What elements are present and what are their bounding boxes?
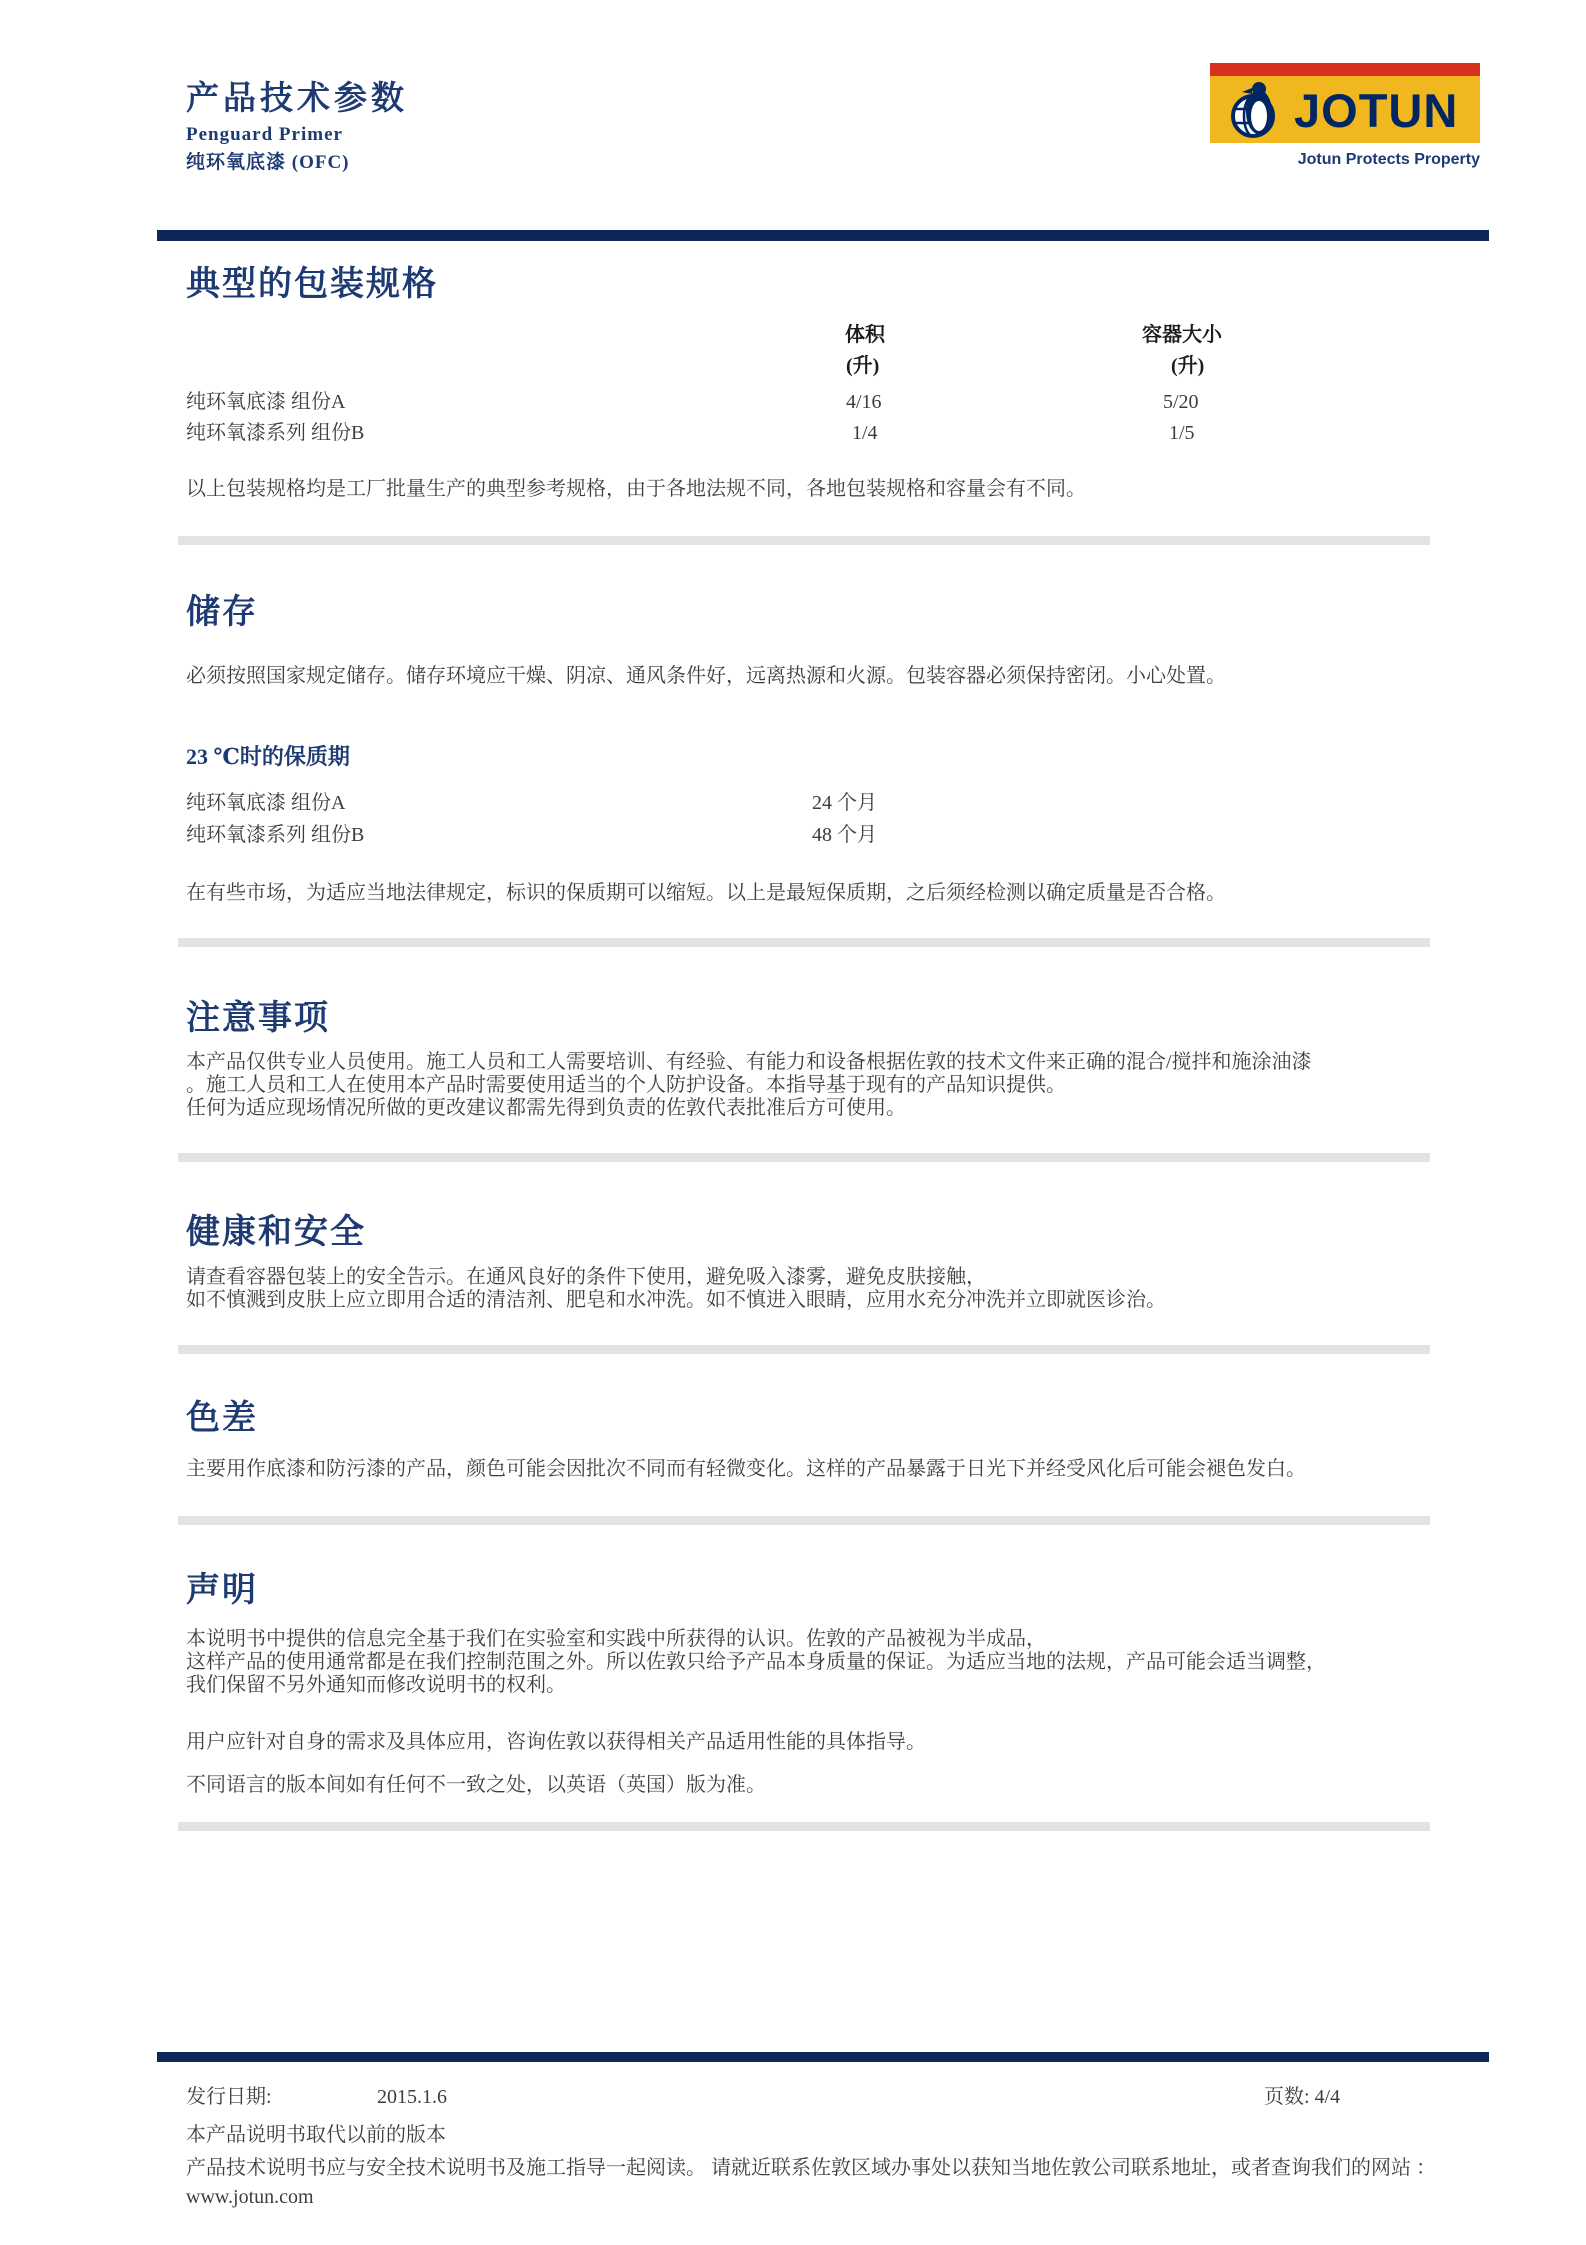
storage-body: 必须按照国家规定储存。储存环境应干燥、阴凉、通风条件好，远离热源和火源。包装容器必须保持密闭。小心处置。 [186,665,1226,687]
disclaimer-line: 这样产品的使用通常都是在我们控制范围之外。所以佐敦只给予产品本身质量的保证。为适应当地的法规，产品可能会适当调整， [186,1651,1326,1673]
header-rule [157,230,1489,241]
packaging-col1-unit: (升) [846,355,880,377]
section-title-disclaimer: 声明 [186,1572,258,1609]
table-row-size: 1/5 [1169,422,1195,444]
disclaimer-line: 本说明书中提供的信息完全基于我们在实验室和实践中所获得的认识。佐敦的产品被视为半成品， [186,1628,1046,1650]
logo-red-stripe [1210,63,1480,76]
footer-website: www.jotun.com [186,2186,314,2208]
footer-note-1: 本产品说明书取代以前的版本 [186,2124,446,2146]
issue-date-label: 发行日期: [186,2086,272,2108]
table-row-size: 5/20 [1163,391,1199,413]
logo-tagline: Jotun Protects Property [1297,151,1480,168]
shelf-life-title: 23 ℃时的保质期 [186,744,350,769]
shelf-life-row-label: 纯环氧漆系列 组份B [186,824,365,846]
table-row-volume: 1/4 [852,422,878,444]
section-title-health-safety: 健康和安全 [186,1214,366,1251]
precautions-line: 。施工人员和工人在使用本产品时需要使用适当的个人防护设备。本指导基于现有的产品知识提供。 [186,1074,1066,1096]
section-title-packaging: 典型的包装规格 [186,266,438,303]
logo-wordmark: JOTUN [1294,84,1459,137]
section-divider [178,1153,1430,1162]
precautions-line: 本产品仅供专业人员使用。施工人员和工人需要培训、有经验、有能力和设备根据佐敦的技术文件来正确的混合/搅拌和施涂油漆 [186,1051,1312,1073]
disclaimer-line: 我们保留不另外通知而修改说明书的权利。 [186,1674,566,1696]
section-divider [178,938,1430,947]
section-divider [178,1516,1430,1525]
packaging-col2-header: 容器大小 [1142,324,1222,346]
shelf-life-row-value: 48 个月 [812,824,877,846]
table-row-volume: 4/16 [846,391,882,413]
health-safety-line: 请查看容器包装上的安全告示。在通风良好的条件下使用，避免吸入漆雾，避免皮肤接触， [186,1266,986,1288]
disclaimer-para3: 不同语言的版本间如有任何不一致之处，以英语（英国）版为准。 [186,1774,766,1796]
product-name-en: Penguard Primer [186,124,343,145]
shelf-life-row-label: 纯环氧底漆 组份A [186,792,346,814]
section-title-storage: 储存 [186,594,258,631]
precautions-line: 任何为适应现场情况所做的更改建议都需先得到负责的佐敦代表批准后方可使用。 [186,1097,906,1119]
jotun-logo [1210,63,1480,143]
packaging-note: 以上包装规格均是工厂批量生产的典型参考规格，由于各地法规不同，各地包装规格和容量会有不同。 [186,478,1086,500]
packaging-col1-header: 体积 [845,324,885,346]
section-divider [178,1822,1430,1831]
product-name-cn: 纯环氧底漆 (OFC) [186,152,350,173]
shelf-life-row-value: 24 个月 [812,792,877,814]
page-number: 页数: 4/4 [1264,2086,1341,2108]
section-title-color-variation: 色差 [186,1400,258,1437]
table-row-label: 纯环氧底漆 组份A [186,391,346,413]
issue-date-value: 2015.1.6 [377,2086,447,2108]
packaging-col2-unit: (升) [1171,355,1205,377]
penguin-globe-icon [1228,80,1288,138]
table-row-label: 纯环氧漆系列 组份B [186,422,365,444]
section-divider [178,536,1430,545]
storage-note: 在有些市场，为适应当地法律规定，标识的保质期可以缩短。以上是最短保质期，之后须经检测以确定质量是否合格。 [186,882,1226,904]
health-safety-line: 如不慎溅到皮肤上应立即用合适的清洁剂、肥皂和水冲洗。如不慎进入眼睛，应用水充分冲洗并立即就医诊治。 [186,1289,1166,1311]
disclaimer-para2: 用户应针对自身的需求及具体应用，咨询佐敦以获得相关产品适用性能的具体指导。 [186,1731,926,1753]
color-variation-body: 主要用作底漆和防污漆的产品，颜色可能会因批次不同而有轻微变化。这样的产品暴露于日光下并经受风化后可能会褪色发白。 [186,1458,1306,1480]
section-title-precautions: 注意事项 [186,1000,330,1037]
section-divider [178,1345,1430,1354]
footer-rule [157,2052,1489,2062]
footer-note-2: 产品技术说明书应与安全技术说明书及施工指导一起阅读。 请就近联系佐敦区域办事处以获知当地佐敦公司联系地址，或者查询我们的网站 ： [186,2157,1436,2179]
page-title: 产品技术参数 [186,81,408,117]
